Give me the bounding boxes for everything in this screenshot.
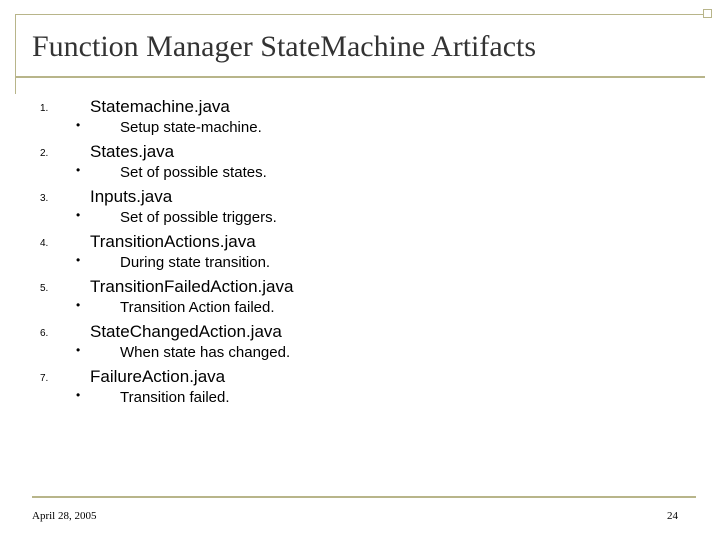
list-item bbox=[0, 274, 720, 319]
list-item bbox=[0, 319, 720, 364]
title-divider bbox=[15, 76, 705, 78]
item-description: Transition failed. bbox=[120, 389, 230, 406]
item-number: 2. bbox=[40, 148, 49, 159]
artifact-list bbox=[0, 94, 720, 409]
bullet-icon: • bbox=[76, 298, 81, 312]
item-number: 1. bbox=[40, 103, 49, 114]
item-description: Transition Action failed. bbox=[120, 299, 275, 316]
bullet-icon: • bbox=[76, 208, 81, 222]
footer-divider bbox=[32, 496, 696, 498]
list-item bbox=[0, 139, 720, 184]
item-number: 3. bbox=[40, 193, 49, 204]
footer-date: April 28, 2005 bbox=[32, 510, 97, 522]
item-description: When state has changed. bbox=[120, 344, 291, 361]
bullet-icon: • bbox=[76, 343, 81, 357]
item-description: During state transition. bbox=[120, 254, 271, 271]
item-description: Set of possible states. bbox=[120, 164, 267, 181]
item-number: 5. bbox=[40, 283, 49, 294]
slide-title: Function Manager StateMachine Artifacts bbox=[32, 30, 537, 63]
list-item bbox=[0, 229, 720, 274]
bullet-icon: • bbox=[76, 388, 81, 402]
item-filename: Inputs.java bbox=[90, 187, 173, 206]
list-item bbox=[0, 184, 720, 229]
bullet-icon: • bbox=[76, 163, 81, 177]
item-number: 6. bbox=[40, 328, 49, 339]
corner-square-decoration bbox=[703, 9, 712, 18]
item-number: 7. bbox=[40, 373, 49, 384]
item-description: Set of possible triggers. bbox=[120, 209, 277, 226]
item-filename: Statemachine.java bbox=[90, 97, 230, 116]
item-number: 4. bbox=[40, 238, 49, 249]
list-item bbox=[0, 364, 720, 409]
item-filename: StateChangedAction.java bbox=[90, 322, 282, 341]
bullet-icon: • bbox=[76, 253, 81, 267]
item-filename: FailureAction.java bbox=[90, 367, 226, 386]
item-filename: TransitionFailedAction.java bbox=[90, 277, 294, 296]
item-description: Setup state-machine. bbox=[120, 119, 262, 136]
list-item bbox=[0, 94, 720, 139]
frame-top-line bbox=[15, 14, 705, 15]
item-filename: TransitionActions.java bbox=[90, 232, 256, 251]
item-filename: States.java bbox=[90, 142, 175, 161]
bullet-icon: • bbox=[76, 118, 81, 132]
page-number: 24 bbox=[667, 510, 678, 522]
frame-left-line bbox=[15, 14, 16, 94]
